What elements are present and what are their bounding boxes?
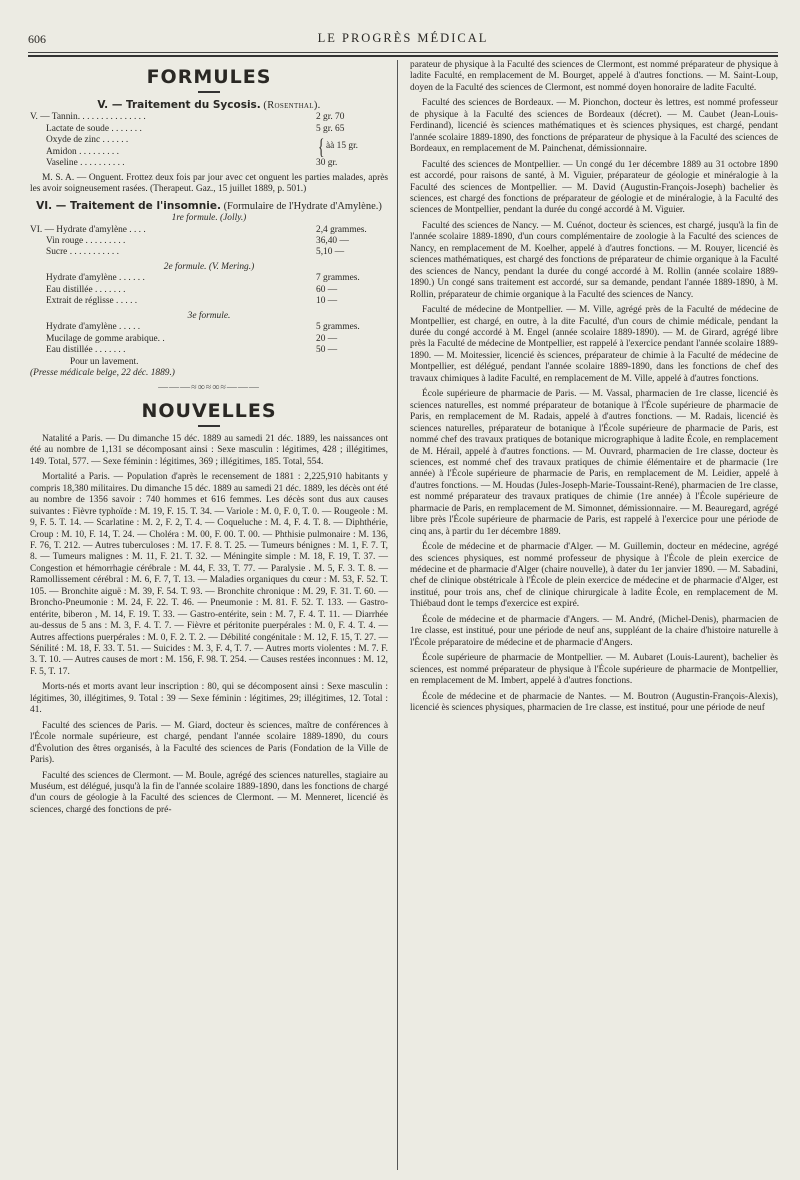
news-item: Faculté des sciences de Clermont. — M. Boule, agrégé des sciences naturelles, stagiaire au Muséum, est délégué, jusqu'à la fin de l'année scolaire 1889-1890, dans les fonctions de chargé d'un cours de géologie à la Faculté des sciences de Clermont. — M. Menneret, licencié ès sciences, chargé des fonctions de pré-	[30, 770, 388, 815]
brace-icon: {	[318, 133, 325, 159]
news-item: École supérieure de pharmacie de Paris. — M. Vassal, pharmacien de 1re classe, licencié ès sciences naturelles, est nommé préparateur de botanique à l'École supérieure de pharmacie de Paris, en remplacement de M. Radais, appelé à d'autres fonctions. — M. Radais, licencié ès sciences naturelles, préparateur de botanique à l'École supérieure de pharmacie de Paris, est nommé chef des travaux pratiques de botanique micrographique à ladite École, en remplacement de M. Hérail, appelé à d'autres fonctions. — M. Ouvrard, pharmacien de 1re classe, docteur ès sciences, est nommé chef des travaux pratiques de chimie élémentaire et de pharmacie (1re année) à l'École supérieure de pharmacie de Paris, en remplacement de M. Leidier, appelé à d'autres fonctions. — M. Houdas (Jules-Joseph-Marie-Toussaint-René), pharmacien de 1re classe, est nommé préparateur des travaux pratiques de chimie (1re année) à l'École supérieure de pharmacie de Paris, en remplacement de M. Simonnet, démissionnaire. — M. Beauregard, agrégé libre près l'École supérieure de pharmacie de Paris, est rappelé à l'exercice pour une période de cinq ans, à partir du 1er décembre 1889.	[410, 389, 778, 537]
recipe-line: Mucilage de gomme arabique. . 20 —	[46, 333, 338, 344]
news-item: Morts-nés et morts avant leur inscription : 80, qui se décomposent ainsi : Sexe masculin : légitimes, 30, illégitimes, 9. Total : 39 — Sexe féminin : légitimes, 29; illégitimes, 12. Total : 41.	[30, 682, 388, 716]
news-item: Faculté des sciences de Paris. — M. Giard, docteur ès sciences, maître de conférences à l'École normale supérieure, est chargé, pendant l'année scolaire 1889-1890, du cours d'Évolution des êtres organisés, à la Faculté des sciences de Paris (Fondation de la Ville de Paris).	[30, 720, 388, 766]
recipe-line: VI. — Hydrate d'amylène . . . . 2,4 grammes.	[30, 224, 367, 235]
news-item: École supérieure de pharmacie de Montpellier. — M. Aubaret (Louis-Laurent), bachelier ès sciences, est nommé préparateur de physique à l'École supérieure de pharmacie de Montpellier, en remplacement de M. Imbert, appelé à d'autres fonctions.	[410, 653, 778, 687]
formula-source: (Presse médicale belge, 22 déc. 1889.)	[30, 367, 175, 378]
recipe-line: V. — Tannin. . . . . . . . . . . . . . . 2 gr. 70	[30, 112, 345, 123]
news-item: École de médecine et de pharmacie d'Alger. — M. Guillemin, docteur en médecine, agrégé des sciences physiques, est nommé professeur de physique à l'École de plein exercice de médecine et de pharmacie d'Alger (chaire nouvelle), à dater du 1er janvier 1890. — M. Sabadini, chef de clinique obstétricale à l'École de plein exercice de médecine et de pharmacie d'Alger, est institué, pour trois ans, chef de clinique chirurgicale à ladite École, en remplacement de M. Thiébaud dont le temps d'exercice est expiré.	[410, 542, 778, 610]
news-item: Natalité a Paris. — Du dimanche 15 déc. 1889 au samedi 21 déc. 1889, les naissances ont été au nombre de 1,131 se décomposant ainsi : Sexe masculin : légitimes, 428 ; illégitimes, 149. Total, 577. — Sexe féminin : légitimes, 369 ; illégitimes, 185. Total, 554.	[30, 433, 388, 467]
news-item: École de médecine et de pharmacie de Nantes. — M. Boutron (Augustin-François-Alexis), licencié ès sciences physiques, pharmacien de 1re classe, est institué, pour une période de neuf	[410, 691, 778, 714]
news-item: Faculté des sciences de Nancy. — M. Cuénot, docteur ès sciences, est chargé, jusqu'à la fin de l'année scolaire 1889-1890, d'un cours complémentaire de zoologie à la Faculté des sciences de Nancy, en remplacement de M. Koelher, appelé à d'autres fonctions. — M. Rouyer, licencié ès sciences mathématiques, est chargé des fonctions de préparateur de chimie organique à la Faculté des sciences de Nancy, pendant la durée du congé accordé à M. Rollin (année scolaire 1889-1890.) Un congé sans traitement est accordé, sur sa demande, pendant l'année 1889-1890, à M. Rollin, préparateur de chimie organique à la Faculté des sciences de Nancy.	[410, 220, 778, 300]
ornament-divider-icon: ———≈∞≈∞≈———	[158, 382, 260, 394]
column-divider	[397, 60, 398, 1170]
news-item: Faculté de médecine de Montpellier. — M. Ville, agrégé près de la Faculté de médecine de Montpellier, est chargé, en outre, à la dite Faculté, d'un cours de chimie médicale, pendant la durée du congé accordé à M. Engel (année scolaire 1889-1890). — M. de Girard, agrégé libre près la Faculté de médecine de Montpellier, est rappelé à l'exercice pendant l'année scolaire 1889-1890. — M. Moitessier, licencié ès sciences, préparateur de chimie à la Faculté de médecine de Montpellier, est délégué, pendant l'année scolaire 1889-1890, dans les fonctions de chef des travaux chimiques à ladite Faculté, en remplacement de M. Ville, appelé à d'autres fonctions.	[410, 305, 778, 384]
recipe-line: Lactate de soude . . . . . . . 5 gr. 65	[46, 123, 345, 134]
section6-title: VI. — Traitement de l'insomnie.	[36, 199, 221, 212]
news-item: Faculté des sciences de Montpellier. — Un congé du 1er décembre 1889 au 31 octobre 1890 est accordé, pour raisons de santé, à M. Viguier, préparateur de géologie et minéralogie à la Faculté des sciences de Montpellier. — M. David (Augustin-François-Joseph) bachelier ès sciences, est chargé des fonctions de préparateur de géologie et de minéralogie, à la Faculté des sciences de Montpellier, pendant la durée du congé accordé à M. Viguier.	[410, 159, 778, 216]
header-rule	[28, 52, 778, 53]
recipe-brace-group: Oxyde de zinc . . . . . . Amidon . . . . . . . . . { àà 15 gr.	[46, 133, 359, 159]
recipe-line: Vin rouge . . . . . . . . . 36,40 —	[46, 235, 349, 246]
formula2-recipe	[30, 273, 388, 307]
news-item: Faculté des sciences de Bordeaux. — M. Pionchon, docteur ès lettres, est nommé professeur de physique à la Faculté des sciences de Bordeaux (décret). — M. Caubet (Jean-Louis-Ferdinand), licencié ès sciences mathématiques et ès sciences physiques, est chargé, pendant l'année scolaire 1889-1890, des fonctions de préparateur de physique à la Faculté des sciences de Bordeaux, en remplacement de M. Painchenat, démissionnaire.	[410, 98, 778, 155]
right-column	[410, 60, 778, 718]
journal-title: LE PROGRÈS MÉDICAL	[317, 31, 489, 45]
recipe-line: Vaseline . . . . . . . . . . 30 gr.	[46, 158, 338, 169]
news-item: École de médecine et de pharmacie d'Angers. — M. André, (Michel-Denis), pharmacien de 1re classe, est institué, pour une période de neuf ans, suppléant de la chaire d'histoire naturelle à l'École préparatoire de médecine et de pharmacie d'Angers.	[410, 614, 778, 648]
news-item: Mortalité a Paris. — Population d'après le recensement de 1881 : 2,225,910 habitants y compris 18,380 militaires. Du dimanche 15 déc. 1889 au samedi 21 déc. 1889, les décès ont été au nombre de 1356 savoir : 740 hommes et 616 femmes. Les décès sont dus aux causes suivantes : Fièvre typhoïde : M. 19, F. 15. T. 34. — Variole : M. 0, F. 0, T. 0. — Rougeole : M. 9, F. 5. T. 14. — Scarlatine : M. 2, F. 2, T. 4. — Coqueluche : M. 4, F. 4. T. 8. — Diphthérie, Croup : M. 10, F. 14, T. 24. — Choléra : M. 00, F. 00. T. 00. — Phthisie pulmonaire : M. 136, F. 76, T. 212. — Autres tuberculoses : M. 17. F. 8. T. 25. — Tumeurs bénignes : M. 1, F. 7. T, 8. — Tumeurs malignes : M. 11, F. 21. T. 32. — Méningite simple : M. 18, F. 19, T. 37. — Congestion et hémorrhagie cérébrale : M. 44, F. 33, T. 77. — Paralysie . M. 5, F. 3. T. 8. — Ramollissement cérébral : M. 6, F. 7, T. 13. — Maladies organiques du cœur : M. 53, F. 52. T. 105. — Bronchite aiguë : M. 39, F. 54. T. 93. — Bronchite chronique : M. 29, F. 31. T. 60. — Broncho-Pneumonie : M. 24, F. 22. T. 46. — Pneumonie : M. 81. F. 52. T. 133. — Gastro-entérite, biberon , M. 14, F. 19. T. 33. — Gastro-entérite, sein : M. 7, F. 4. T. 11. — Diarrhée au-dessus de 5 ans : M. 3, F. 4. T. 7. — Fièvre et péritonite puerpérales : M. 0, F. 4. T. 4. — Autres affections puerpérales : M. 0, F. 2. T. 2. — Débilité congénitale : M. 12, F. 15, T. 27. — Sénilité : M. 18, F. 33. T. 51. — Suicides : M. 3, F. 4, T. 7. — Autres morts violentes : M. 7. F. 3. T. 10. — Autres causes de mort : M. 156, F. 98. T. 254. — Causes restées inconnues : M. 12, F. 5, T. 17.	[30, 472, 388, 677]
formula2-title: 2e formule. (V. Mering.)	[163, 261, 255, 272]
recipe-line: Eau distillée . . . . . . . 50 —	[46, 345, 338, 356]
recipe-line: Eau distillée . . . . . . . 60 —	[46, 284, 338, 295]
section5-title: V. — Traitement du Sycosis.	[97, 99, 261, 111]
formula3-note: Pour un lavement.	[70, 356, 139, 367]
section5-title-line	[30, 100, 388, 111]
news-item: parateur de physique à la Faculté des sciences de Clermont, est nommé préparateur de physique à ladite Faculté, en remplacement de M. Bourget, appelé à d'autres fonctions. — M. Saint-Loup, doyen de la Faculté des sciences de Clermont, est nommé doyen honoraire de ladite Faculté.	[410, 60, 778, 93]
section5-text: M. S. A. — Onguent. Frottez deux fois par jour avec cet onguent les parties malades, après les avoir soigneusement rasées. (Therapeut. Gaz., 15 juillet 1889, p. 501.)	[30, 172, 388, 195]
recipe-line: Extrait de réglisse . . . . . 10 —	[46, 296, 338, 307]
page-header	[28, 28, 778, 50]
heading-rule	[198, 91, 220, 93]
page-number: 606	[28, 32, 46, 46]
formula1-title: 1re formule. (Jolly.)	[171, 213, 247, 224]
heading-rule	[198, 425, 220, 427]
recipe-line: Hydrate d'amylène . . . . . . 7 grammes.	[46, 273, 360, 284]
formula3-title: 3e formule.	[187, 310, 231, 321]
section5-author: (Rosenthal).	[263, 100, 321, 111]
formules-heading: FORMULES	[146, 66, 272, 88]
formula3-recipe	[30, 322, 388, 379]
formula1-recipe	[30, 225, 388, 259]
left-column	[30, 60, 388, 820]
header-double-rule	[28, 55, 778, 57]
section6-title-line	[30, 201, 388, 212]
section6-subtitle: (Formulaire de l'Hydrate d'Amylène.)	[223, 200, 382, 212]
section5-recipe	[30, 112, 388, 169]
recipe-line: Hydrate d'amylène . . . . . 5 grammes.	[46, 322, 360, 333]
recipe-line: Sucre . . . . . . . . . . . 5,10 —	[46, 247, 345, 258]
nouvelles-heading: NOUVELLES	[141, 399, 277, 422]
